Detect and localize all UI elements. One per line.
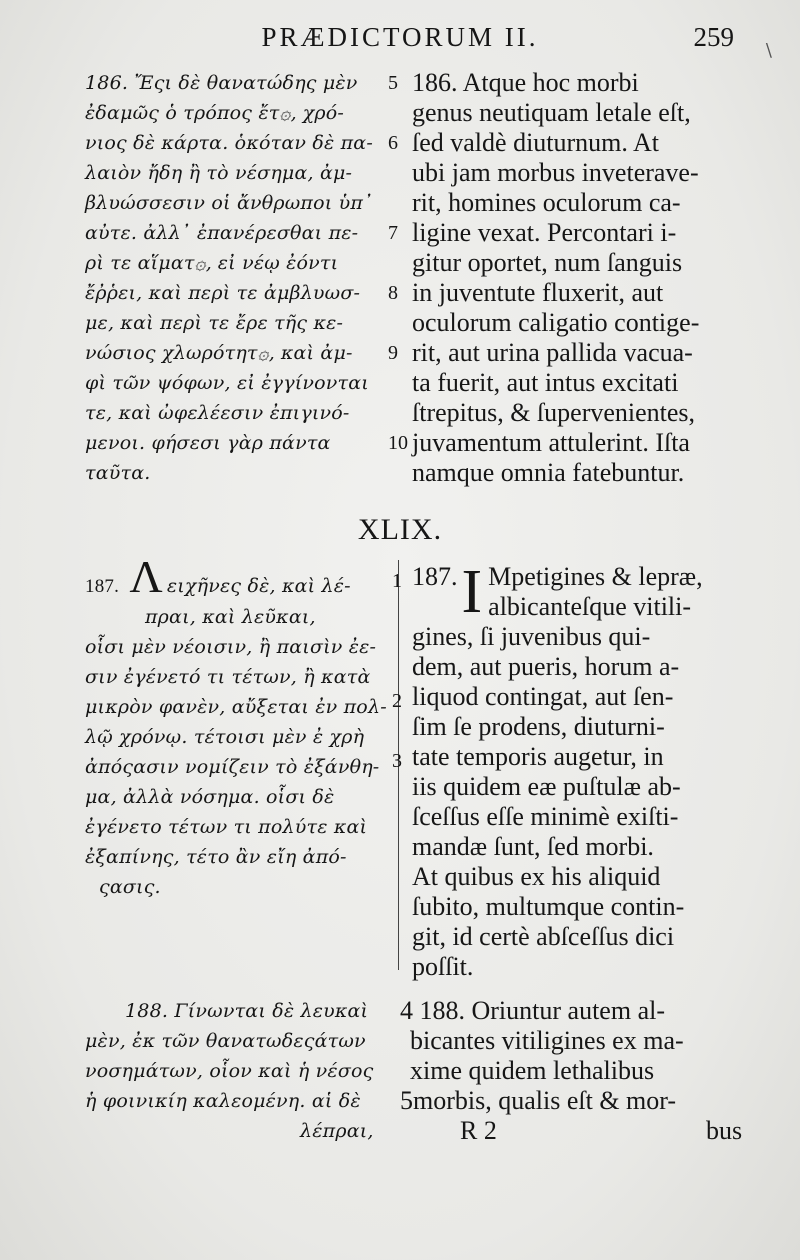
latin-line: gines, ſi juvenibus qui- — [412, 622, 651, 651]
greek-line: ρὶ τε αἵματ۞, εἰ νέῳ ἐόντι — [85, 252, 339, 274]
latin-line: ligine vexat. Percontari i- — [412, 218, 677, 247]
greek-line: ἀπόςασιν νομίζειν τὸ ἐξάνθη- — [85, 756, 380, 778]
latin-line: 5morbis, qualis eſt & mor- — [400, 1086, 677, 1115]
greek-line: νιος δὲ κάρτα. ὁκόταν δὲ πα- — [85, 132, 373, 154]
line-numeral: 8 — [388, 282, 398, 304]
latin-line: gitur oportet, num ſanguis — [412, 248, 683, 277]
greek-line — [85, 551, 395, 602]
latin-line: namque omnia fatebuntur. — [412, 458, 685, 487]
running-head: PRÆDICTORUM II. — [261, 22, 539, 52]
greek-line: βλυώσσεσιν οἱ ἄνθρωποι ὑπ᾽ — [85, 192, 373, 214]
page-number: 259 — [693, 22, 734, 52]
greek-line: ἐγένετο τέτων τι πολύτε καὶ — [85, 816, 368, 838]
greek-line: μικρὸν φανὲν, αὔξεται ἐν πολ- — [85, 696, 387, 718]
latin-line: Mpetigines & lepræ, — [488, 562, 703, 591]
latin-text-188 — [400, 996, 732, 1116]
latin-line: ſtrepitus, & ſupervenientes, — [412, 398, 696, 427]
drop-capital: Λ — [129, 551, 163, 602]
greek-line: μὲν, ἐκ τῶν θανατωδεςάτων — [85, 1030, 366, 1052]
latin-line: ubi jam morbus inveterave- — [412, 158, 699, 187]
latin-line: rit, homines oculorum ca- — [412, 188, 681, 217]
margin-mark: \ — [765, 40, 772, 61]
greek-line: ἐδαμῶς ὁ τρόπος ἔτ۞, χρό- — [85, 102, 345, 124]
line-numeral: 3 — [392, 750, 402, 772]
latin-line: ſed valdè diuturnum. At — [412, 128, 659, 157]
latin-line: ta fuerit, aut intus excitati — [412, 368, 679, 397]
latin-line: liquod contingat, aut ſen- — [412, 682, 674, 711]
greek-text-187 — [85, 551, 395, 902]
greek-line: οἷσι μὲν νέοισιν, ἢ παισὶν ἐε- — [85, 636, 377, 658]
latin-line: ſubito, multumque contin- — [412, 892, 685, 921]
line-numeral: 10 — [388, 432, 408, 454]
line-numeral: 1 — [392, 570, 402, 592]
latin-line: genus neutiquam letale eſt, — [412, 98, 691, 127]
greek-line: μενοι. φήσεσι γὰρ πάντα — [85, 432, 331, 454]
greek-line: αὐτε. ἀλλ᾽ ἐπανέρεσθαι πε- — [85, 222, 359, 244]
drop-capital: I — [461, 558, 483, 626]
latin-line: mandæ ſunt, ſed morbi. — [412, 832, 654, 861]
latin-line: oculorum caligatio contige- — [412, 308, 700, 337]
latin-line: in juventute fluxerit, aut — [412, 278, 664, 307]
line-numeral: 7 — [388, 222, 398, 244]
greek-line: 188. Γίνωνται δὲ λευκαὶ — [125, 1000, 369, 1022]
greek-line: λαιὸν ἤδη ἢ τὸ νέσημα, ἀμ- — [85, 162, 353, 184]
latin-line: dem, aut pueris, horum a- — [412, 652, 680, 681]
paragraph-number: 187. — [412, 562, 458, 591]
greek-line: πραι, καὶ λεῦκαι, — [145, 606, 316, 628]
greek-line: 186. Ἔςι δὲ θανατώδης μὲν — [85, 72, 358, 94]
latin-text-186 — [412, 68, 744, 488]
greek-line: ταῦτα. — [85, 462, 151, 484]
latin-line: git, id certè abſceſſus dici — [412, 922, 675, 951]
section-heading: XLIX. — [357, 513, 443, 546]
paragraph-number: 187. — [85, 576, 120, 597]
latin-line: xime quidem lethalibus — [410, 1056, 655, 1085]
line-numerals-187 — [392, 566, 412, 776]
greek-line: τε, καὶ ὠφελέεσιν ἐπιγινό- — [85, 402, 350, 424]
latin-line: albicanteſque vitili- — [488, 592, 692, 621]
line-numeral: 9 — [388, 342, 398, 364]
greek-line: ἡ φοινικίη καλεομένη. αἱ δὲ — [85, 1090, 361, 1112]
latin-line: poſſit. — [412, 952, 474, 981]
greek-line: σιν ἐγένετό τι τέτων, ἢ κατὰ — [85, 666, 371, 688]
latin-line: juvamentum attulerint. Iſta — [412, 428, 690, 457]
greek-text-188 — [85, 996, 390, 1146]
latin-line: iis quidem eæ puſtulæ ab- — [412, 772, 681, 801]
greek-line: ἔῤῥει, καὶ περὶ τε ἀμβλυωσ- — [85, 282, 361, 304]
greek-line: ειχῆνες δὲ, καὶ λέ- — [166, 575, 351, 597]
latin-line: tate temporis augetur, in — [412, 742, 664, 771]
greek-line: νώσιος χλωρότητ۞, καὶ ἀμ- — [85, 342, 353, 364]
greek-line: νοσημάτων, οἷον καὶ ἡ νέσος — [85, 1060, 374, 1082]
greek-line: μα, ἀλλὰ νόσημα. οἷσι δὲ — [85, 786, 335, 808]
line-numeral: 6 — [388, 132, 398, 154]
greek-line: ἐξαπίνης, τέτο ἂν εἴη ἀπό- — [85, 846, 347, 868]
latin-line: rit, aut urina pallida vacua- — [412, 338, 693, 367]
latin-line: ſceſſus eſſe minimè exiſti- — [412, 802, 679, 831]
line-numerals-186 — [388, 68, 408, 458]
latin-line: At quibus ex his aliquid — [412, 862, 661, 891]
latin-line: 4 188. Oriuntur autem al- — [400, 996, 665, 1025]
greek-line: φὶ τῶν ψόφων, εἰ ἐγγίνονται — [85, 372, 369, 394]
signature-mark: R 2 — [460, 1116, 497, 1145]
greek-line: ςασις. — [99, 876, 161, 898]
catchword: bus — [706, 1116, 743, 1145]
latin-text-187 — [412, 558, 744, 982]
greek-line: με, καὶ περὶ τε ἔρε τῆς κε- — [85, 312, 344, 334]
line-numeral: 5 — [388, 72, 398, 94]
line-numeral: 2 — [392, 690, 402, 712]
latin-line: 186. Atque hoc morbi — [412, 68, 639, 97]
greek-line: λῷ χρόνῳ. τέτοισι μὲν ἐ χρὴ — [85, 726, 365, 748]
greek-line: λέπραι, — [300, 1120, 374, 1142]
latin-line: bicantes vitiligines ex ma- — [410, 1026, 684, 1055]
latin-line: ſim ſe prodens, diuturni- — [412, 712, 665, 741]
greek-text-186 — [85, 68, 390, 488]
